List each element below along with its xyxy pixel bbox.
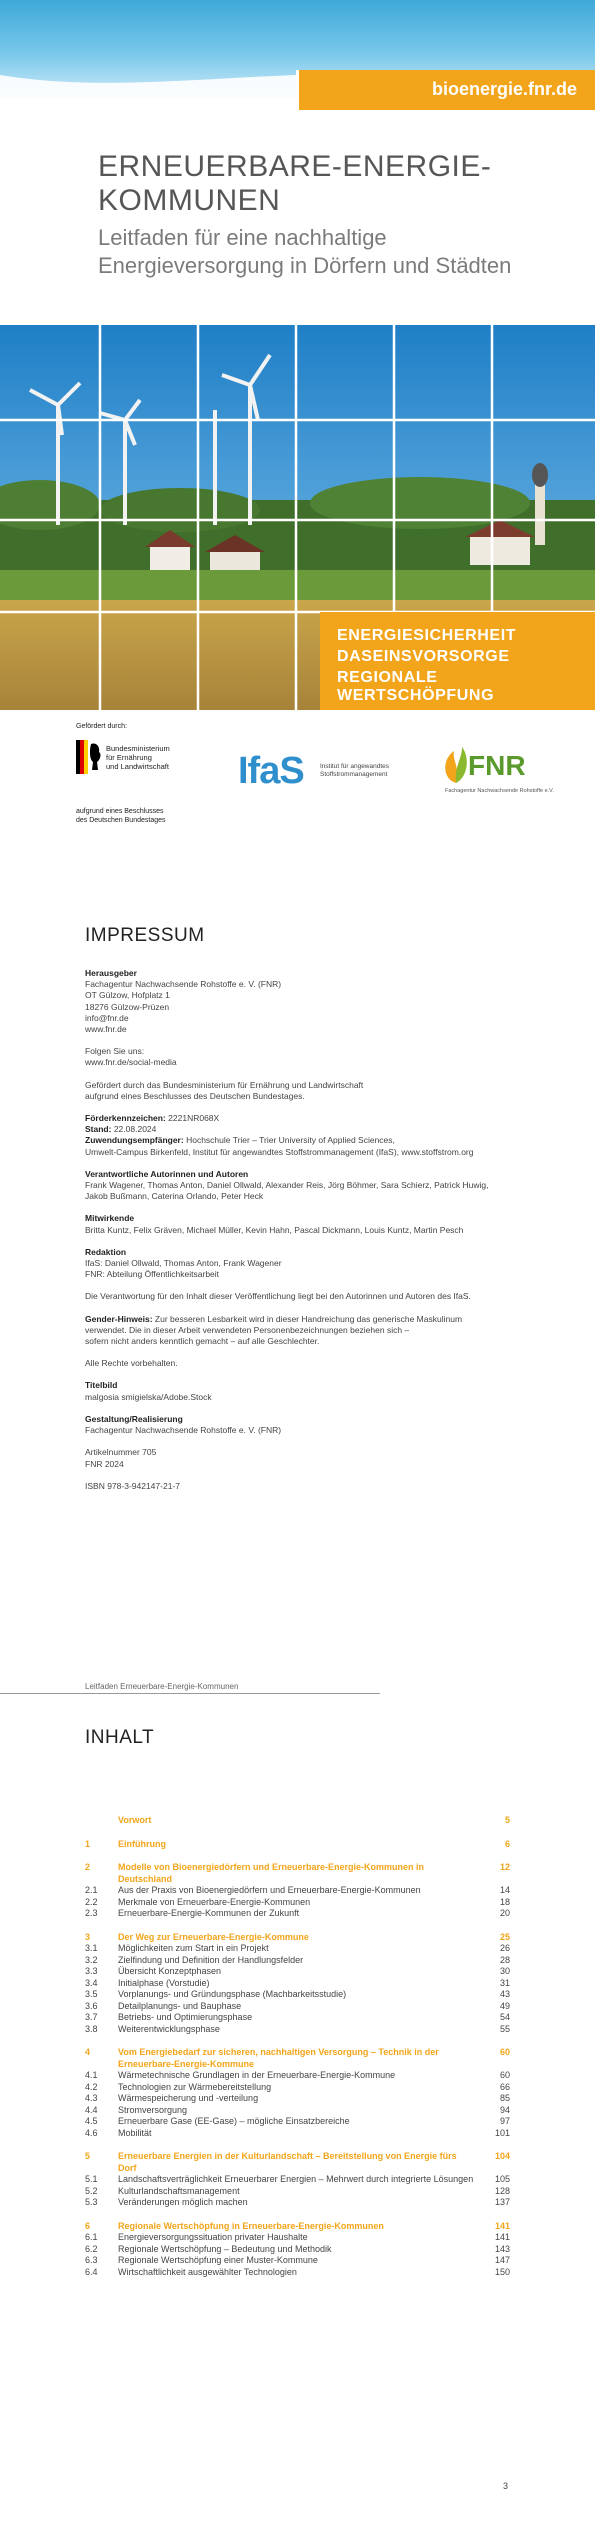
toc-spacer <box>85 2035 510 2047</box>
titelbild-label: Titelbild <box>85 1380 118 1391</box>
tag-wertschoepfung: REGIONALE WERTSCHÖPFUNG <box>337 669 495 704</box>
toc-entry-page: 85 <box>499 2093 510 2103</box>
toc-entry-title: Erneuerbare-Energie-Kommunen der Zukunft <box>118 1908 300 1918</box>
url-text[interactable]: bioenergie.fnr.de <box>431 79 577 99</box>
toc-chapter-entry[interactable] <box>85 2151 510 2174</box>
toc-entry-number: 5 <box>85 2151 91 2161</box>
toc-entry-page: 26 <box>499 1943 510 1953</box>
toc-entry-number: 6.2 <box>85 2243 98 2254</box>
bmel-name: Bundesministerium für Ernährung und Landwirtschaft <box>106 744 170 771</box>
toc-section-entry[interactable] <box>85 2197 510 2209</box>
toc-section-entry[interactable] <box>85 2244 510 2256</box>
toc-entry-page: 20 <box>499 1908 510 1918</box>
toc-entry-number: 5.2 <box>85 2185 98 2196</box>
toc-entry-page: 43 <box>499 1989 510 1999</box>
toc-entry-number: 1 <box>85 1838 91 1849</box>
toc-section-entry[interactable] <box>85 1989 510 2001</box>
toc-section-entry[interactable] <box>85 1943 510 1955</box>
toc-entry-title: Möglichkeiten zum Start in ein Projekt <box>118 1943 269 1953</box>
toc-entry-title: Veränderungen möglich machen <box>118 2197 248 2207</box>
toc-entry-page: 141 <box>494 2232 510 2242</box>
toc-entry-page: 150 <box>494 2266 510 2277</box>
toc-entry-number: 4.5 <box>85 2116 98 2126</box>
toc-entry-number: 2 <box>85 1862 91 1872</box>
toc-section-entry[interactable] <box>85 1908 510 1920</box>
toc-entry-page: 105 <box>494 2174 510 2184</box>
toc-chapter-entry[interactable] <box>85 1839 510 1851</box>
toc-entry-title: Modelle von Bioenergiedörfern und Erneuerbare-Energie-Kommunen in Deutschland <box>118 1862 425 1884</box>
toc-entry-number: 3.7 <box>85 2012 98 2022</box>
toc-entry-number: 3.5 <box>85 1989 98 1999</box>
toc-entry-page: 141 <box>494 2220 510 2231</box>
toc-entry-title: Mobilität <box>118 2127 152 2138</box>
toc-section-entry[interactable] <box>85 2232 510 2244</box>
toc-entry-title: Der Weg zur Erneuerbare-Energie-Kommune <box>118 1931 309 1942</box>
toc-entry-number: 6 <box>85 2220 91 2231</box>
toc-entry-page: 147 <box>494 2255 510 2265</box>
impressum-body: Herausgeber Fachagentur Nachwachsende Rohstoffe e. V. (FNR) OT Gülzow, Hofplatz 1 18276 Gülzow-Prüzen info@fnr.de www.fnr.de Folgen Sie uns: www.fnr.de/social-media Gefördert durch das Bundesministerium für Ernährung und Landwirtschaft aufgrund eines Beschlusses des Deutschen Bundestages. Förderkennzeichen: 2221NR068X Stand: 22.08.2024 Zuwendungsempfänger: Hochschule Trier – Trier University of Applied Sciences, Umwelt-Campus Birkenfeld, Institut für angewandtes Stoffstrommanagement (IfaS), www.stoffstrom.org Verantwortliche Autorinnen und Autoren Frank Wagener, Thomas Anton, Daniel Ollwald, Alexander Reis, Jörg Böhmer, Sara Schierz, Patrick Huwig, Jakob Bußmann, Caterina Orlando, Peter Heck Mitwirkende Britta Kuntz, Felix Gräven, Michael Müller, Kevin Hahn, Pascal Dickmann, Louis Kuntz, Martin Pesch Redaktion IfaS: Daniel Ollwald, Thomas Anton, Frank Wagener FNR: Abteilung Öffentlichkeitsarbeit Die Verantwortung für den Inhalt dieser Veröffentlichung liegt bei den Autorinnen und Autoren des IfaS. Gender-Hinweis: Zur besseren Lesbarkeit wird in dieser Handreichung das generische Maskulinum verwendet. Die in dieser Arbeit verwendeten Personenbezeichnungen beziehen sich – sofern nicht anders kenntlich gemacht – auf alle Geschlechter. Alle Rechte vorbehalten. Titelbild malgosia smigielska/Adobe.Stock Gestaltung/Realisierung Fachagentur Nachwachsende Rohstoffe e. V. (FNR) Artikelnummer 705 FNR 2024 ISBN 978-3-942147-21-7 <box>85 968 555 1503</box>
toc-entry-page: 25 <box>499 1931 510 1942</box>
bmel-supported-label: Gefördert durch: <box>76 723 127 730</box>
ifas-wordmark: IfaS <box>238 750 304 792</box>
toc-entry-title: Landschaftsverträglichkeit Erneuerbarer Energien – Mehrwert durch integrierte Lösungen <box>118 2174 474 2184</box>
toc-entry-page: 14 <box>499 1885 510 1895</box>
toc-section-entry[interactable] <box>85 1885 510 1897</box>
toc-title: INHALT <box>85 1727 155 1748</box>
toc-entry-page: 18 <box>499 1896 510 1907</box>
autoren-label: Verantwortliche Autorinnen und Autoren <box>85 1168 249 1179</box>
toc-entry-number: 3.8 <box>85 2023 98 2034</box>
toc-entry-page: 101 <box>494 2127 510 2138</box>
toc-entry-title: Energieversorgungssituation privater Haushalte <box>118 2232 308 2242</box>
ifas-description: Institut für angewandtes Stoffstrommanagement <box>320 763 390 778</box>
toc-entry-title: Initialphase (Vorstudie) <box>118 1977 210 1988</box>
toc-entry-number: 3.2 <box>85 1954 98 1965</box>
impressum-title: IMPRESSUM <box>85 925 205 946</box>
tag-daseinsvorsorge: DASEINSVORSORGE <box>337 648 510 665</box>
toc-chapter-entry[interactable] <box>85 1862 510 1885</box>
toc-entry-title: Stromversorgung <box>118 2104 188 2115</box>
toc-entry-page: 137 <box>494 2197 510 2207</box>
running-footer: Leitfaden Erneuerbare-Energie-Kommunen <box>85 1682 239 1691</box>
toc-entry-page: 31 <box>499 1977 510 1988</box>
table-of-contents <box>85 1815 510 2278</box>
toc-section-entry[interactable] <box>85 2186 510 2198</box>
toc-entry-title: Technologien zur Wärmebereitstellung <box>118 2081 272 2092</box>
toc-section-entry[interactable] <box>85 2082 510 2094</box>
cover-subtitle: Leitfaden für eine nachhaltige Energieversorgung in Dörfern und Städten <box>98 225 512 278</box>
toc-entry-title: Wärmespeicherung und -verteilung <box>118 2093 259 2103</box>
toc-entry-page: 12 <box>499 1862 510 1872</box>
toc-section-entry[interactable] <box>85 2128 510 2140</box>
toc-spacer <box>85 1850 510 1862</box>
toc-entry-title: Merkmale von Erneuerbare-Energie-Kommunen <box>118 1896 311 1907</box>
toc-entry-number: 4.2 <box>85 2081 98 2092</box>
toc-entry-number: 3.4 <box>85 1977 98 1988</box>
toc-entry-page: 49 <box>499 2000 510 2011</box>
toc-entry-number: 5.3 <box>85 2197 98 2207</box>
toc-entry-page: 54 <box>499 2012 510 2022</box>
toc-spacer <box>85 1920 510 1932</box>
toc-entry-number: 3 <box>85 1931 91 1942</box>
toc-spacer <box>85 2139 510 2151</box>
isbn: ISBN 978-3-942147-21-7 <box>85 1480 180 1491</box>
toc-entry-page: 143 <box>494 2243 510 2254</box>
toc-entry-number: 2.2 <box>85 1896 98 1907</box>
toc-entry-page: 5 <box>504 1815 510 1825</box>
toc-chapter-entry[interactable] <box>85 2221 510 2233</box>
toc-entry-number: 2.3 <box>85 1908 98 1918</box>
toc-entry-title: Einführung <box>118 1838 166 1849</box>
federal-eagle-icon <box>76 740 102 774</box>
toc-entry-title: Detailplanungs- und Bauphase <box>118 2000 242 2011</box>
toc-spacer <box>85 1827 510 1839</box>
toc-entry-title: Erneuerbare Energien in der Kulturlandschaft – Bereitstellung von Energie fürs Dorf <box>118 2151 457 2173</box>
toc-entry-title: Regionale Wertschöpfung einer Muster-Kommune <box>118 2255 318 2265</box>
toc-entry-number: 4.1 <box>85 2070 98 2080</box>
email-link[interactable]: info@fnr.de <box>85 1012 129 1023</box>
toc-entry-number: 4.4 <box>85 2104 98 2115</box>
toc-spacer <box>85 2209 510 2221</box>
website-link[interactable]: www.fnr.de <box>85 1024 127 1035</box>
toc-entry-page: 60 <box>499 2047 510 2057</box>
toc-entry-number: 6.3 <box>85 2255 98 2265</box>
toc-entry-number: 4.6 <box>85 2127 98 2138</box>
tag-energiesicherheit: ENERGIESICHERHEIT <box>337 627 517 644</box>
fnr-wordmark: FNR <box>468 750 526 781</box>
toc-chapter-entry[interactable] <box>85 1815 510 1827</box>
toc-entry-title: Wirtschaftlichkeit ausgewählter Technologien <box>118 2266 297 2277</box>
herausgeber-label: Herausgeber <box>85 968 137 978</box>
toc-entry-title: Regionale Wertschöpfung – Bedeutung und Methodik <box>118 2243 332 2254</box>
toc-entry-page: 6 <box>504 1838 510 1849</box>
toc-section-entry[interactable] <box>85 1966 510 1978</box>
toc-entry-number: 4 <box>85 2047 91 2057</box>
toc-section-entry[interactable] <box>85 2024 510 2036</box>
cover-tag-box <box>320 612 595 710</box>
toc-entry-title: Übersicht Konzeptphasen <box>118 1966 222 1976</box>
toc-entry-page: 128 <box>494 2185 510 2196</box>
page-number: 3 <box>503 2481 509 2491</box>
mitwirkende-label: Mitwirkende <box>85 1213 135 1224</box>
toc-section-entry[interactable] <box>85 2001 510 2013</box>
toc-entry-number: 3.3 <box>85 1966 98 1976</box>
toc-section-entry[interactable] <box>85 2116 510 2128</box>
toc-entry-title: Vom Energiebedarf zur sicheren, nachhaltigen Versorgung – Technik in der Erneuerbare-Energie-Kommune <box>118 2047 439 2069</box>
toc-entry-title: Zielfindung und Definition der Handlungsfelder <box>118 1954 304 1965</box>
toc-section-entry[interactable] <box>85 2105 510 2117</box>
toc-section-entry[interactable] <box>85 2012 510 2024</box>
toc-entry-page: 30 <box>499 1966 510 1976</box>
ifas-logo <box>238 750 390 793</box>
toc-entry-page: 28 <box>499 1954 510 1965</box>
toc-entry-number: 4.3 <box>85 2093 98 2103</box>
toc-entry-number: 6.1 <box>85 2232 98 2242</box>
toc-entry-title: Erneuerbare Gase (EE-Gase) – mögliche Einsatzbereiche <box>118 2116 350 2126</box>
bmel-logo <box>76 722 206 824</box>
url-banner[interactable] <box>296 70 595 110</box>
social-media-link[interactable]: www.fnr.de/social-media <box>85 1057 177 1068</box>
toc-section-entry[interactable] <box>85 2255 510 2267</box>
toc-entry-page: 66 <box>499 2081 510 2092</box>
toc-section-entry[interactable] <box>85 1978 510 1990</box>
toc-entry-page: 104 <box>494 2151 510 2161</box>
toc-entry-title: Betriebs- und Optimierungsphase <box>118 2012 253 2022</box>
fnr-description: Fachagentur Nachwachsende Rohstoffe e.V. <box>445 788 554 794</box>
toc-entry-title: Vorwort <box>118 1815 152 1825</box>
toc-section-entry[interactable] <box>85 2174 510 2186</box>
bmel-note: aufgrund eines Beschlusses des Deutschen Bundestages <box>76 808 166 824</box>
toc-entry-number: 3.6 <box>85 2000 98 2011</box>
toc-entry-number: 6.4 <box>85 2266 98 2277</box>
cover-title: ERNEUERBARE-ENERGIE- KOMMUNEN <box>98 150 492 217</box>
gestaltung-label: Gestaltung/Realisierung <box>85 1413 183 1424</box>
toc-section-entry[interactable] <box>85 1955 510 1967</box>
toc-entry-number: 2.1 <box>85 1885 98 1895</box>
toc-chapter-entry[interactable] <box>85 2047 510 2070</box>
toc-entry-title: Kulturlandschaftsmanagement <box>118 2185 240 2196</box>
toc-entry-title: Vorplanungs- und Gründungsphase (Machbarkeitsstudie) <box>118 1989 347 1999</box>
toc-entry-page: 94 <box>499 2104 510 2115</box>
toc-entry-title: Regionale Wertschöpfung in Erneuerbare-Energie-Kommunen <box>118 2220 384 2231</box>
toc-entry-number: 5.1 <box>85 2174 98 2184</box>
footer-divider <box>0 1693 380 1694</box>
toc-entry-title: Weiterentwicklungsphase <box>118 2023 220 2034</box>
toc-entry-title: Aus der Praxis von Bioenergiedörfern und Erneuerbare-Energie-Kommunen <box>118 1885 421 1895</box>
toc-chapter-entry[interactable] <box>85 1932 510 1944</box>
toc-section-entry[interactable] <box>85 2267 510 2279</box>
toc-section-entry[interactable] <box>85 2070 510 2082</box>
toc-entry-page: 55 <box>499 2023 510 2034</box>
toc-section-entry[interactable] <box>85 1897 510 1909</box>
toc-section-entry[interactable] <box>85 2093 510 2105</box>
toc-entry-number: 3.1 <box>85 1943 98 1953</box>
toc-entry-page: 60 <box>499 2070 510 2080</box>
toc-entry-page: 97 <box>499 2116 510 2126</box>
toc-entry-title: Wärmetechnische Grundlagen in der Erneuerbare-Energie-Kommune <box>118 2070 396 2080</box>
redaktion-label: Redaktion <box>85 1246 127 1257</box>
